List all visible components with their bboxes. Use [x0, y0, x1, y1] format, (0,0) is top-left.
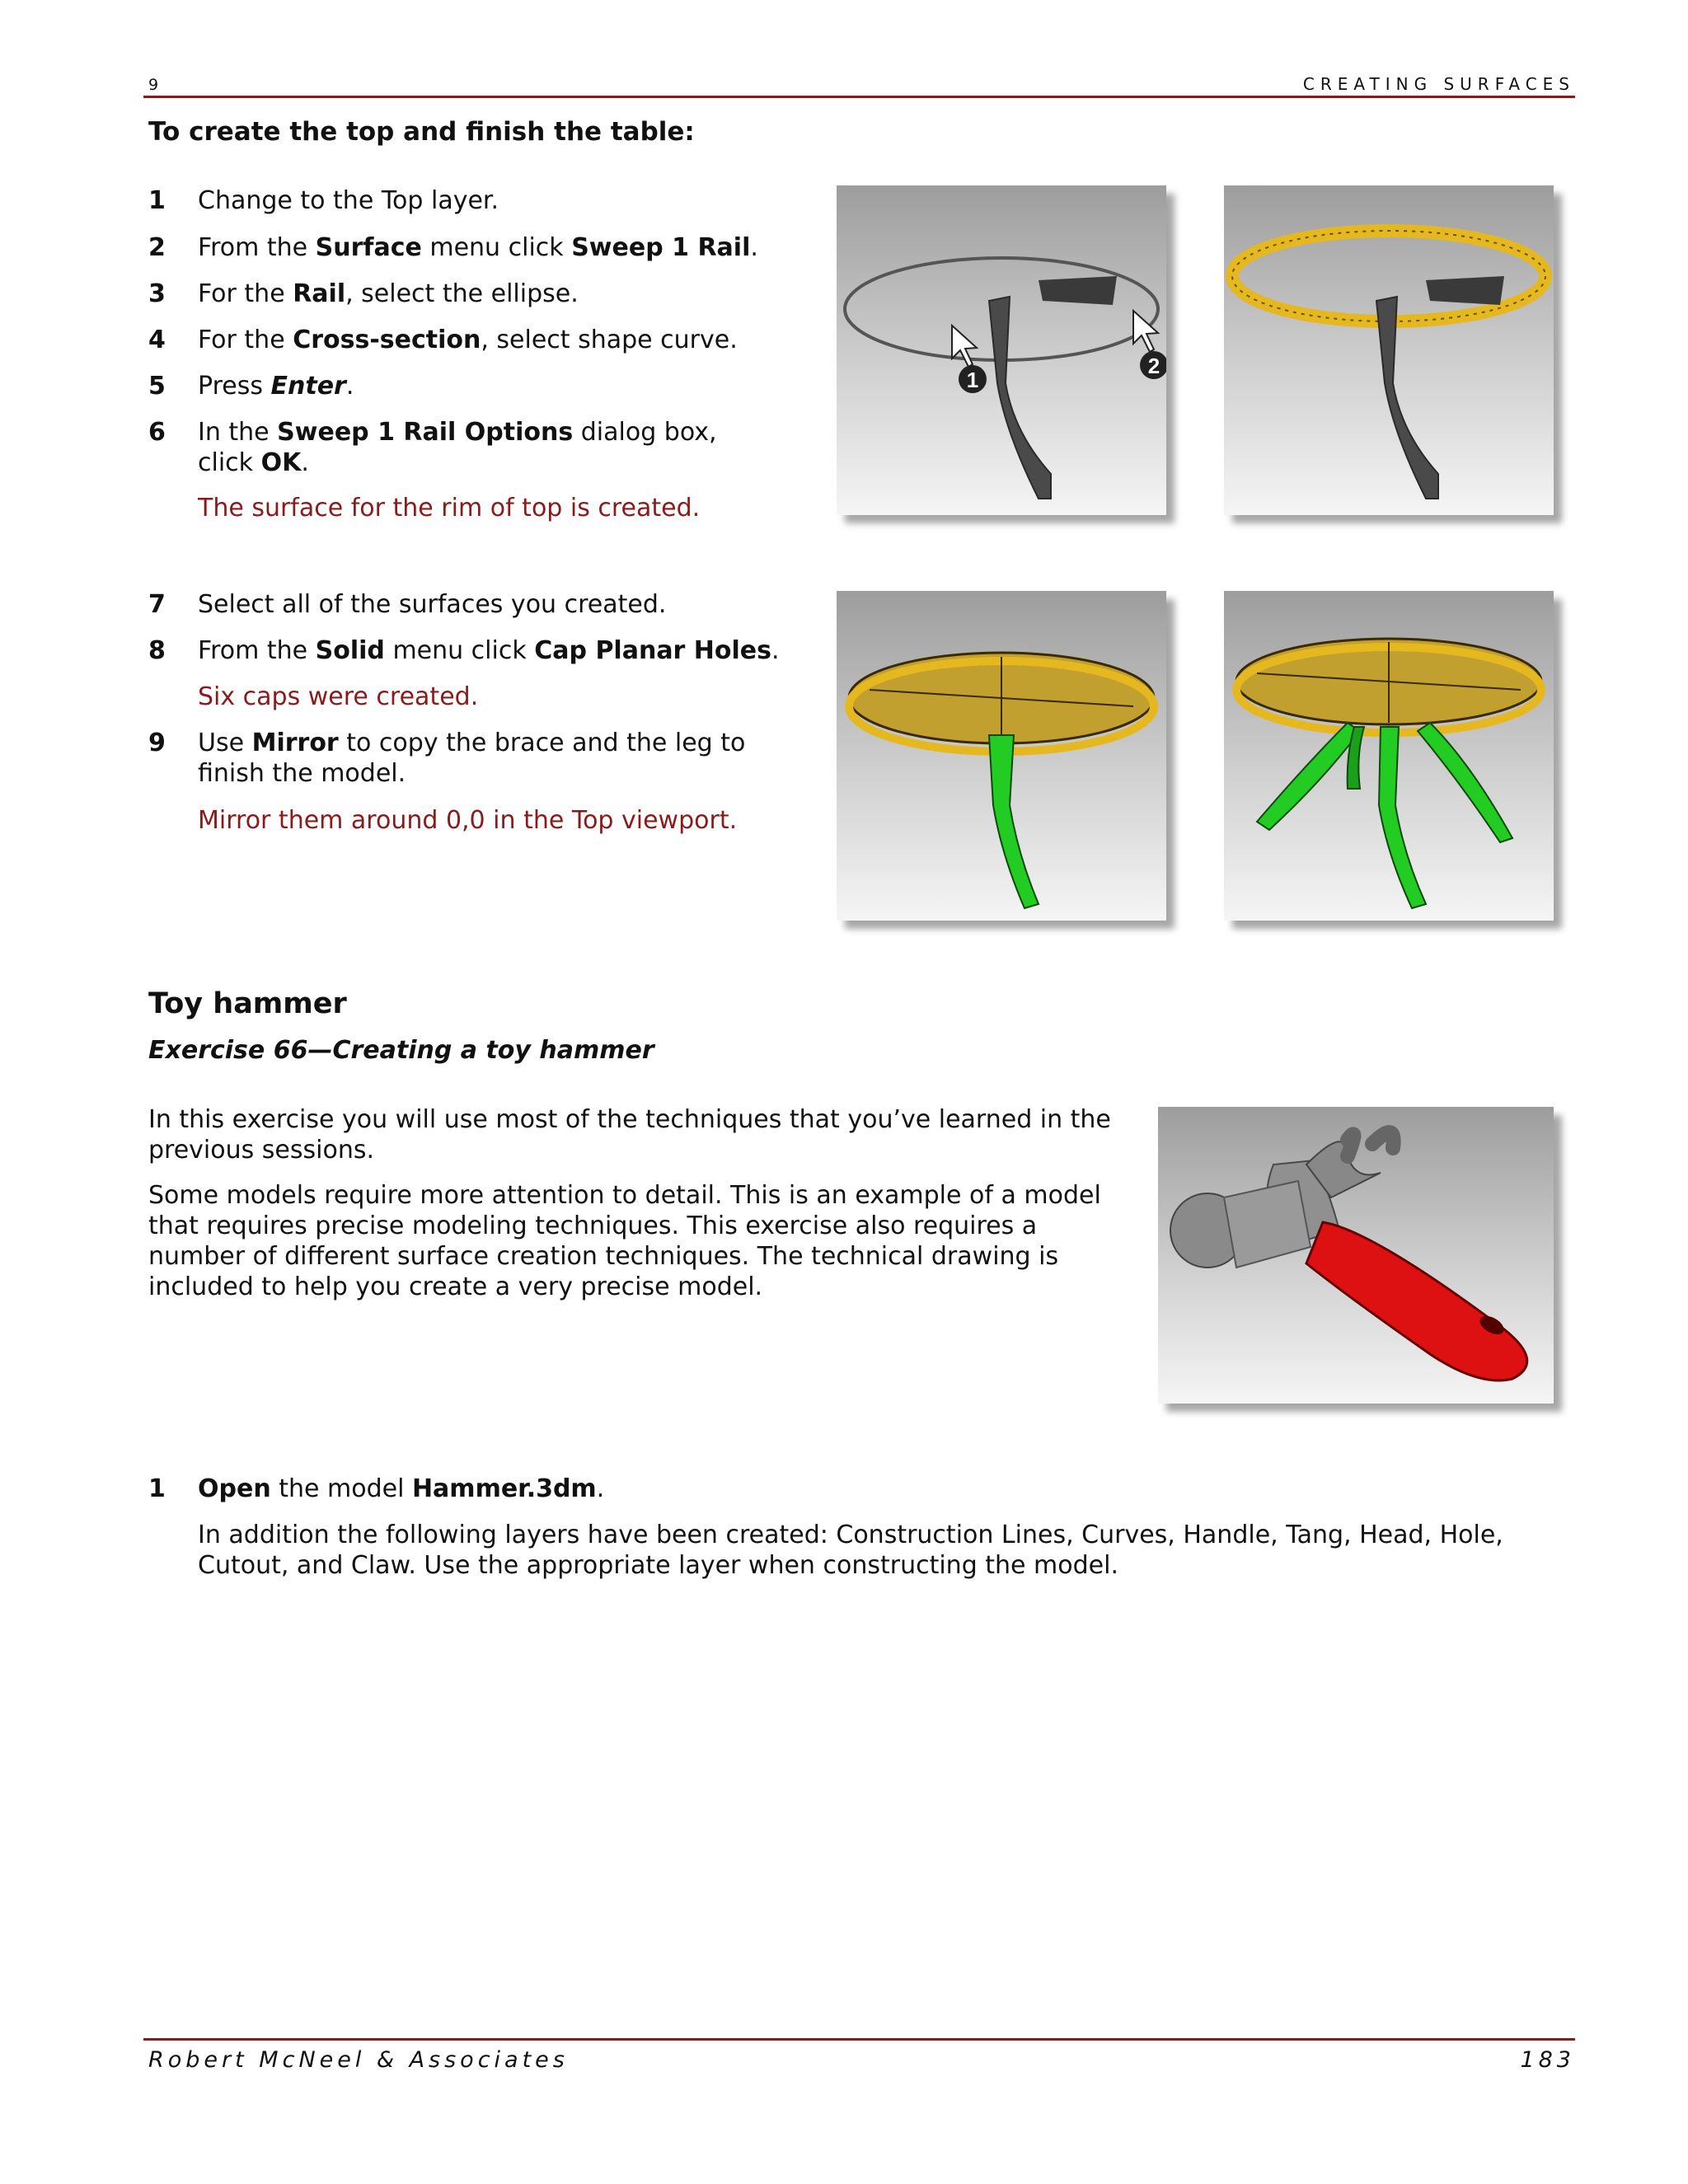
step-number: 3 [148, 279, 166, 308]
step-text: Change to the Top layer. [198, 186, 499, 215]
chapter-number: 9 [148, 76, 160, 94]
page-number: 183 [1520, 2047, 1575, 2073]
step-open-model [148, 1474, 890, 1507]
step-6 [148, 417, 857, 483]
note-mirror: Mirror them around 0,0 in the Top viewport. [198, 806, 738, 835]
step-9 [148, 728, 857, 794]
step-2 [148, 232, 857, 265]
hammer-handle [1306, 1222, 1527, 1380]
step-4 [148, 325, 857, 358]
cursor-arrow-icon [1133, 311, 1158, 352]
hammer-head [1224, 1181, 1311, 1268]
section-heading: To create the top and finish the table: [148, 117, 695, 147]
step-text: For the Cross-section, select shape curve. [198, 326, 738, 354]
step-text: Open the model Hammer.3dm. [198, 1474, 605, 1503]
figure-capped-top [837, 591, 1166, 921]
step-text: From the Surface menu click Sweep 1 Rail. [198, 233, 758, 262]
step-7 [148, 589, 808, 622]
header-rule [143, 96, 1575, 98]
step-number: 1 [148, 1474, 166, 1503]
leg-shape [989, 297, 1051, 499]
green-leg [989, 735, 1039, 908]
step-number: 4 [148, 326, 166, 354]
step-open-detail: In addition the following layers have been created: Construction Lines, Curves, Handle, Tang, Head, Hole, Cutout, and Claw. Use the appropriate layer when constructing the model. [198, 1521, 1503, 1580]
callout-badge-2 [1140, 351, 1166, 379]
step-text: Use Mirror to copy the brace and the leg to finish the model. [198, 729, 746, 788]
step-number: 5 [148, 372, 166, 401]
step-number: 1 [148, 186, 166, 215]
toy-hammer-heading: Toy hammer [148, 987, 347, 1020]
step-text: Select all of the surfaces you created. [198, 590, 667, 619]
note-rim-created: The surface for the rim of top is created. [198, 494, 701, 523]
svg-text:1: 1 [966, 368, 979, 392]
figure-ellipse-picks [837, 185, 1166, 515]
figure-rim-surface [1224, 185, 1554, 515]
figure-finished-table [1224, 591, 1554, 921]
brace-shape [1426, 276, 1504, 305]
note-six-caps: Six caps were created. [198, 682, 479, 711]
step-8 [148, 635, 857, 668]
figure-toy-hammer [1158, 1107, 1554, 1404]
exercise-heading: Exercise 66—Creating a toy hammer [148, 1036, 654, 1065]
step-text: For the Rail, select the ellipse. [198, 279, 579, 308]
step-number: 9 [148, 729, 166, 757]
svg-text:2: 2 [1147, 354, 1160, 378]
green-leg [1418, 723, 1512, 842]
step-text: In the Sweep 1 Rail Options dialog box, click OK. [198, 418, 717, 477]
step-1 [148, 185, 808, 218]
brace-shape [1039, 276, 1117, 305]
green-leg [1257, 723, 1360, 830]
step-number: 7 [148, 590, 166, 619]
intro-paragraph-1: In this exercise you will use most of the techniques that you’ve learned in the previous sessions. [148, 1105, 1111, 1165]
chapter-title: CREATING SURFACES [1302, 74, 1575, 94]
step-5 [148, 371, 808, 404]
publisher-name: Robert McNeel & Associates [148, 2047, 569, 2073]
footer-rule [143, 2038, 1575, 2041]
green-leg [1379, 727, 1426, 908]
step-text: Press Enter. [198, 372, 354, 401]
step-number: 2 [148, 233, 166, 262]
callout-badge-1 [959, 365, 987, 393]
step-3 [148, 279, 808, 312]
step-text: From the Solid menu click Cap Planar Holes. [198, 636, 780, 665]
step-number: 8 [148, 636, 166, 665]
step-number: 6 [148, 418, 166, 447]
intro-paragraph-2: Some models require more attention to detail. This is an example of a model that requires precise modeling techniques. This exercise also requires a number of different surface creation techniques. The technical drawing is included to help you create a very precise model. [148, 1181, 1101, 1301]
hammer-claw-tines [1348, 1132, 1394, 1156]
